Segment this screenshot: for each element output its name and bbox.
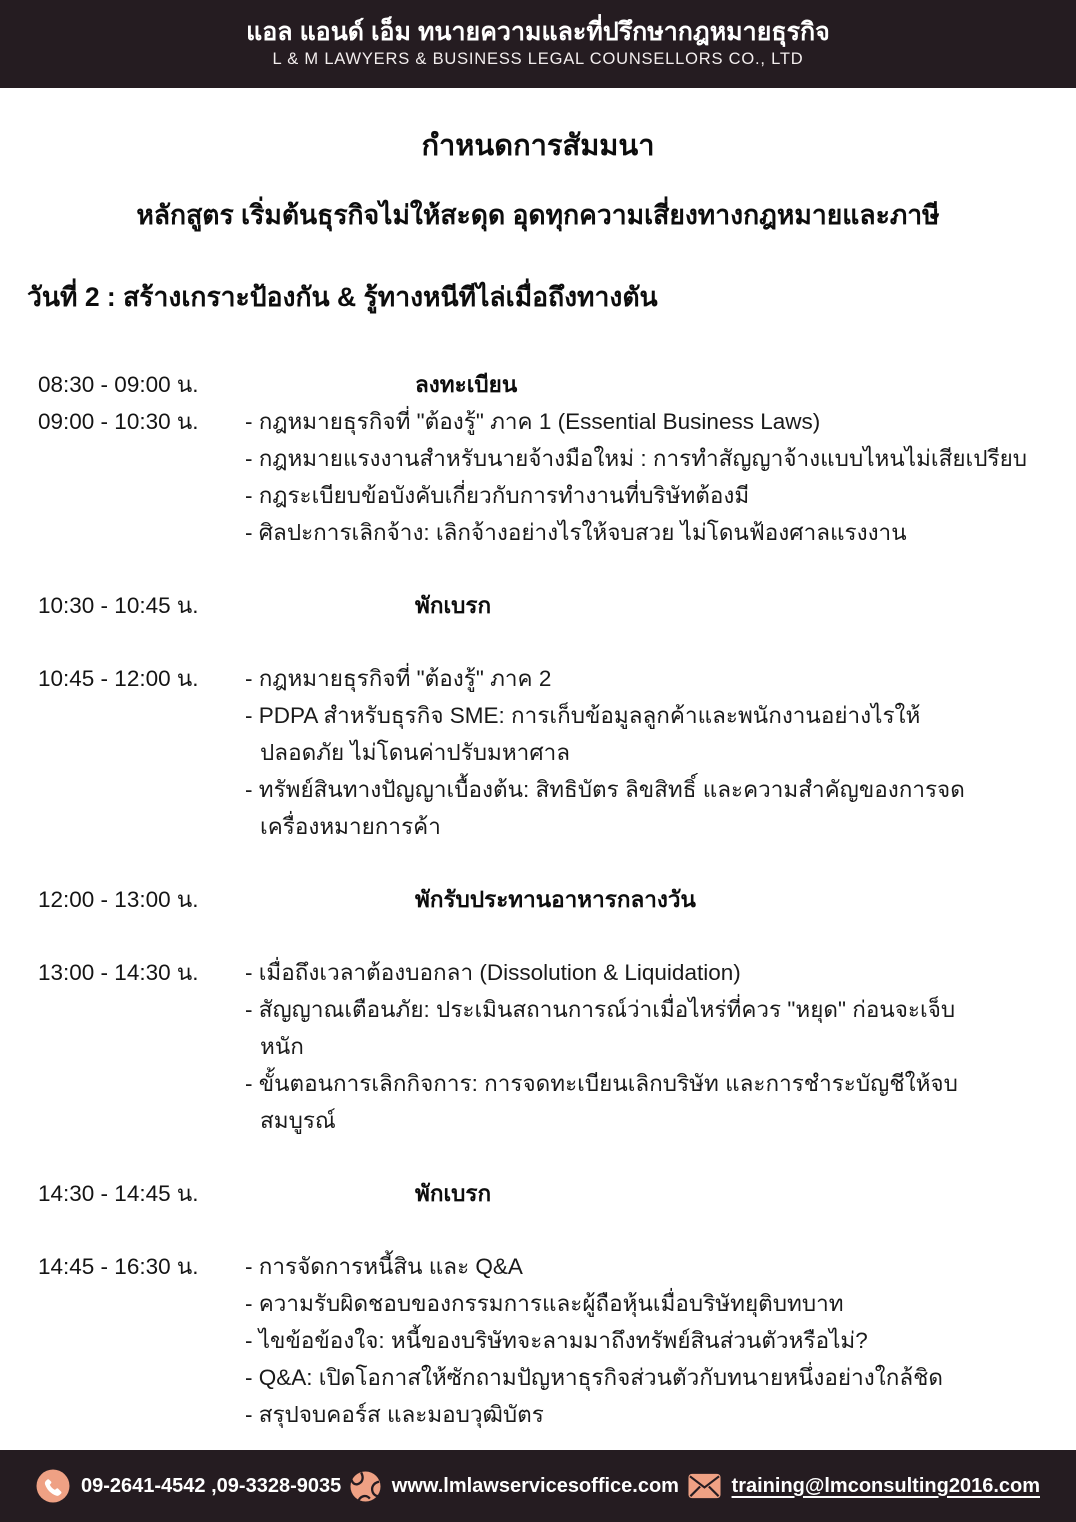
topic-line: - กฎหมายแรงงานสำหรับนายจ้างมือใหม่ : การทำสัญญาจ้างแบบไหนไม่เสียเปรียบ [245, 446, 1028, 471]
session-label: พักเบรก [415, 1181, 492, 1206]
time-slot: 12:00 - 13:00 น. [38, 887, 199, 912]
contact-footer-bar [0, 1450, 1076, 1522]
email-icon [688, 1473, 721, 1499]
globe-icon [350, 1471, 381, 1502]
topic-line: - สัญญาณเตือนภัย: ประเมินสถานการณ์ว่าเมื่อไหร่ที่ควร "หยุด" ก่อนจะเจ็บ [245, 997, 956, 1022]
phone-contact [36, 1469, 341, 1503]
schedule-row [38, 366, 1046, 403]
topic-line: ปลอดภัย ไม่โดนค่าปรับมหาศาล [260, 740, 571, 765]
company-header-bar [0, 0, 1076, 88]
session-content [245, 403, 1046, 551]
topic-line: - เมื่อถึงเวลาต้องบอกลา (Dissolution & Liquidation) [245, 960, 741, 985]
topic-line: - ทรัพย์สินทางปัญญาเบื้องต้น: สิทธิบัตร ลิขสิทธิ์ และความสำคัญของการจด [245, 777, 965, 802]
time-slot: 14:30 - 14:45 น. [38, 1181, 199, 1206]
topic-line: เครื่องหมายการค้า [260, 814, 441, 839]
schedule [0, 366, 1076, 1433]
topic-line: - ศิลปะการเลิกจ้าง: เลิกจ้างอย่างไรให้จบสวย ไม่โดนฟ้องศาลแรงงาน [245, 520, 907, 545]
topic-line: - สรุปจบคอร์ส และมอบวุฒิบัตร [245, 1402, 544, 1427]
topic-line: หนัก [260, 1034, 304, 1059]
topic-line: - ไขข้อข้องใจ: หนี้ของบริษัทจะลามมาถึงทรัพย์สินส่วนตัวหรือไม่? [245, 1328, 868, 1353]
time-slot: 14:45 - 16:30 น. [38, 1254, 199, 1279]
schedule-row [38, 403, 1046, 551]
email-contact[interactable] [688, 1473, 1040, 1499]
schedule-row [38, 954, 1046, 1139]
session-content [245, 881, 1046, 918]
phone-icon [36, 1469, 70, 1503]
topic-line: สมบูรณ์ [260, 1108, 336, 1133]
time-slot: 13:00 - 14:30 น. [38, 960, 199, 985]
topic-line: - การจัดการหนี้สิน และ Q&A [245, 1254, 523, 1279]
session-label: พักเบรก [415, 593, 492, 618]
website-contact [350, 1471, 679, 1502]
session-label: พักรับประทานอาหารกลางวัน [415, 887, 696, 912]
time-slot: 10:30 - 10:45 น. [38, 593, 199, 618]
page-title: กำหนดการสัมมนา [421, 130, 655, 162]
topic-line: - ความรับผิดชอบของกรรมการและผู้ถือหุ้นเมื่อบริษัทยุติบทบาท [245, 1291, 844, 1316]
email-address-link[interactable]: training@lmconsulting2016.com [731, 1474, 1040, 1497]
topic-line: - ขั้นตอนการเลิกกิจการ: การจดทะเบียนเลิกบริษัท และการชำระบัญชีให้จบ [245, 1071, 958, 1096]
schedule-row [38, 881, 1046, 918]
schedule-row [38, 1175, 1046, 1212]
topic-line: - Q&A: เปิดโอกาสให้ซักถามปัญหาธุรกิจส่วนตัวกับทนายหนึ่งอย่างใกล้ชิด [245, 1365, 944, 1390]
company-name-thai: แอล แอนด์ เอ็ม ทนายความและที่ปรึกษากฎหมายธุรกิจ [246, 18, 830, 47]
topic-line: - กฎระเบียบข้อบังคับเกี่ยวกับการทำงานที่บริษัทต้องมี [245, 483, 750, 508]
schedule-row [38, 1248, 1046, 1433]
website-url: www.lmlawservicesoffice.com [391, 1474, 679, 1497]
session-content [245, 1175, 1046, 1212]
time-slot: 08:30 - 09:00 น. [38, 372, 199, 397]
session-content [245, 954, 1046, 1139]
time-slot: 09:00 - 10:30 น. [38, 409, 199, 434]
session-content [245, 1248, 1046, 1433]
day-2-heading: วันที่ 2 : สร้างเกราะป้องกัน & รู้ทางหนีทีไล่เมื่อถึงทางตัน [27, 282, 658, 312]
phone-numbers: 09-2641-4542 ,09-3328-9035 [81, 1474, 342, 1497]
schedule-row [38, 587, 1046, 624]
course-title: หลักสูตร เริ่มต้นธุรกิจไม่ให้สะดุด อุดทุกความเสี่ยงทางกฎหมายและภาษี [136, 200, 940, 230]
time-slot: 10:45 - 12:00 น. [38, 666, 199, 691]
session-content [245, 660, 1046, 845]
topic-line: - PDPA สำหรับธุรกิจ SME: การเก็บข้อมูลลูกค้าและพนักงานอย่างไรให้ [245, 703, 921, 728]
session-content [245, 587, 1046, 624]
session-content [245, 366, 1046, 403]
topic-line: - กฎหมายธุรกิจที่ "ต้องรู้" ภาค 2 [245, 666, 552, 691]
topic-line: - กฎหมายธุรกิจที่ "ต้องรู้" ภาค 1 (Essential Business Laws) [245, 409, 821, 434]
company-name-english: L & M LAWYERS & BUSINESS LEGAL COUNSELLORS CO., LTD [272, 49, 804, 68]
session-label: ลงทะเบียน [415, 372, 518, 397]
schedule-row [38, 660, 1046, 845]
